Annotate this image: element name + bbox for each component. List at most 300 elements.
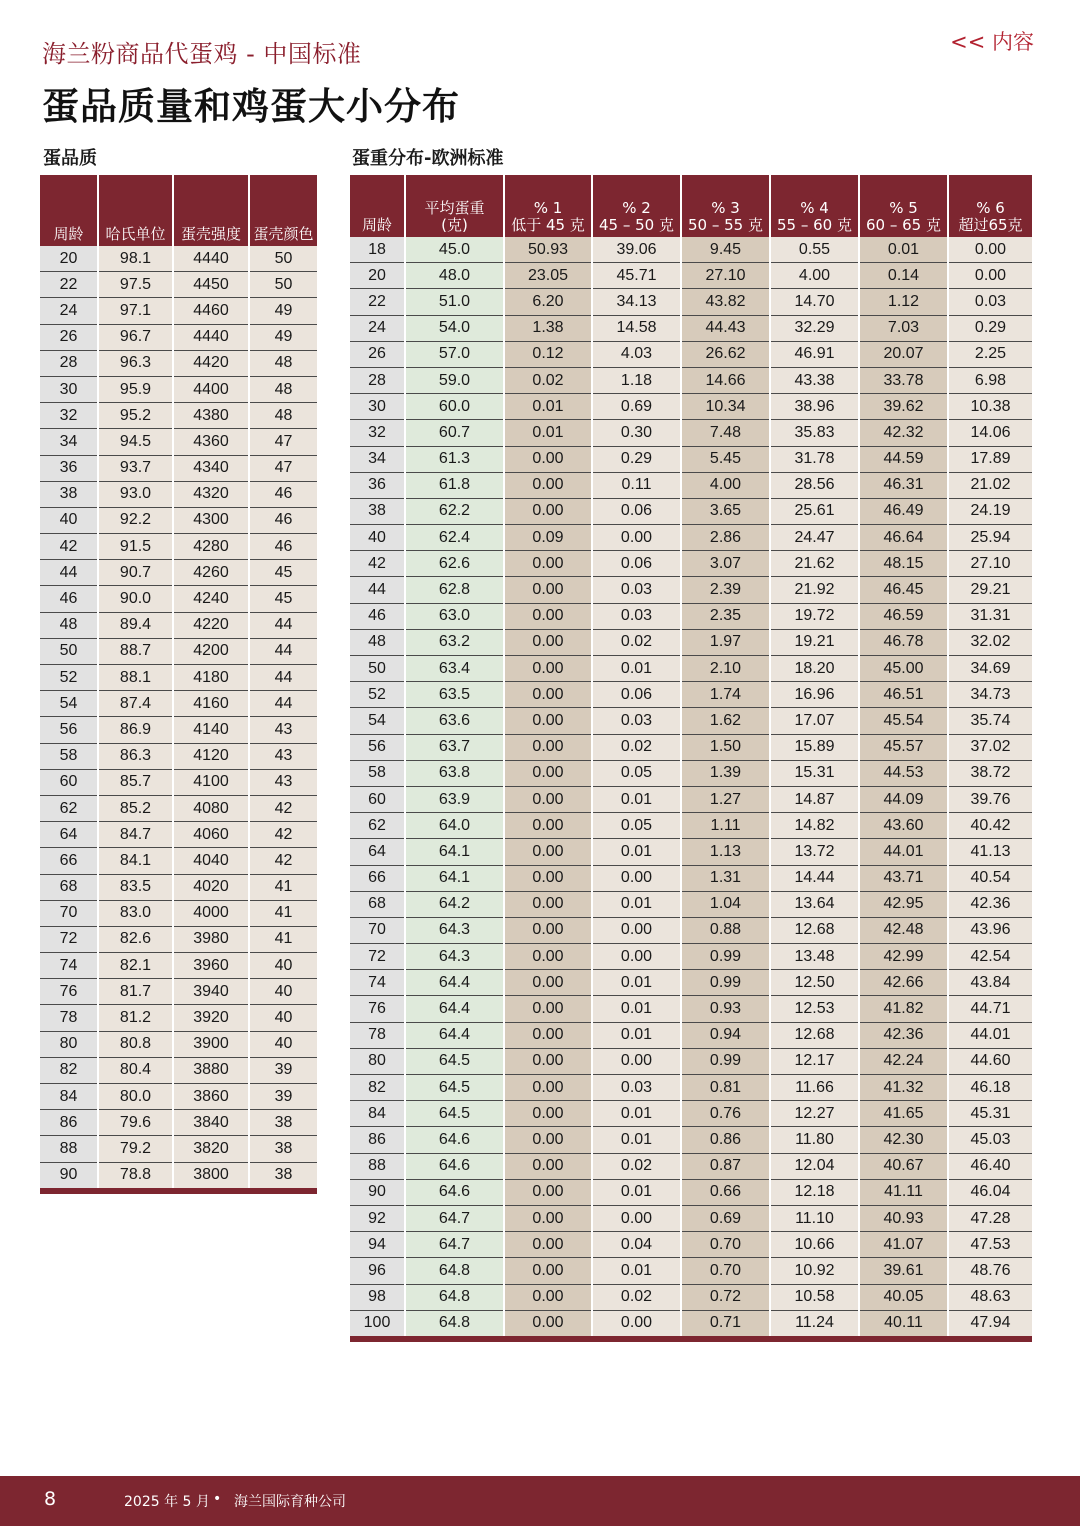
value-cell: 2.86 [681,525,770,551]
value-cell: 7.48 [681,420,770,446]
value-cell: 46.45 [859,577,948,603]
value-cell: 0.87 [681,1153,770,1179]
value-cell: 13.72 [770,839,859,865]
value-cell: 0.29 [592,446,681,472]
column-header-line: 45 – 50 克 [599,216,674,234]
value-cell: 0.03 [948,289,1032,315]
value-cell: 33.78 [859,367,948,393]
value-cell: 46 [249,507,317,533]
value-cell: 96.3 [98,350,173,376]
value-cell: 0.00 [948,263,1032,289]
value-cell: 43.84 [948,970,1032,996]
value-cell: 0.00 [504,1075,592,1101]
age-cell: 68 [350,891,405,917]
value-cell: 63.0 [405,603,504,629]
table-row [40,743,317,769]
value-cell: 10.58 [770,1284,859,1310]
value-cell: 12.18 [770,1179,859,1205]
value-cell: 0.05 [592,813,681,839]
value-cell: 14.70 [770,289,859,315]
value-cell: 0.00 [504,1022,592,1048]
value-cell: 38.72 [948,760,1032,786]
value-cell: 1.13 [681,839,770,865]
value-cell: 0.01 [592,1258,681,1284]
age-cell: 70 [40,900,98,926]
value-cell: 1.62 [681,708,770,734]
table-row [40,1005,317,1031]
value-cell: 4400 [173,376,249,402]
age-cell: 92 [350,1205,405,1231]
value-cell: 64.5 [405,1075,504,1101]
value-cell: 10.38 [948,394,1032,420]
value-cell: 12.68 [770,917,859,943]
value-cell: 44 [249,691,317,717]
column-header [173,175,249,246]
value-cell: 4060 [173,822,249,848]
value-cell: 11.80 [770,1127,859,1153]
age-cell: 24 [350,315,405,341]
value-cell: 43 [249,717,317,743]
value-cell: 0.00 [592,1310,681,1339]
value-cell: 0.00 [504,1153,592,1179]
contents-link[interactable]: << 内容 [950,30,1034,54]
value-cell: 48.76 [948,1258,1032,1284]
age-cell: 20 [40,246,98,272]
value-cell: 12.50 [770,970,859,996]
value-cell: 44.43 [681,315,770,341]
value-cell: 46.40 [948,1153,1032,1179]
value-cell: 41.65 [859,1101,948,1127]
table-row [40,638,317,664]
value-cell: 0.00 [504,1127,592,1153]
value-cell: 81.2 [98,1005,173,1031]
age-cell: 62 [350,813,405,839]
value-cell: 17.07 [770,708,859,734]
age-cell: 30 [40,376,98,402]
value-cell: 46.49 [859,498,948,524]
value-cell: 90.0 [98,586,173,612]
value-cell: 64.1 [405,865,504,891]
value-cell: 10.66 [770,1232,859,1258]
age-cell: 74 [350,970,405,996]
age-cell: 72 [40,926,98,952]
value-cell: 0.55 [770,237,859,263]
value-cell: 0.00 [504,734,592,760]
value-cell: 41 [249,900,317,926]
value-cell: 0.06 [592,551,681,577]
value-cell: 0.00 [504,891,592,917]
value-cell: 42.95 [859,891,948,917]
column-header [770,175,859,237]
value-cell: 21.02 [948,472,1032,498]
value-cell: 0.00 [504,629,592,655]
value-cell: 0.02 [592,734,681,760]
age-cell: 48 [40,612,98,638]
value-cell: 64.2 [405,891,504,917]
value-cell: 80.0 [98,1084,173,1110]
value-cell: 44 [249,665,317,691]
value-cell: 64.4 [405,970,504,996]
value-cell: 4300 [173,507,249,533]
value-cell: 20.07 [859,341,948,367]
value-cell: 0.01 [592,891,681,917]
value-cell: 15.89 [770,734,859,760]
value-cell: 60.7 [405,420,504,446]
age-cell: 98 [350,1284,405,1310]
age-cell: 54 [40,691,98,717]
value-cell: 0.01 [504,420,592,446]
table-row [40,350,317,376]
column-header-line: % 2 [622,199,651,217]
table-row [40,403,317,429]
value-cell: 79.6 [98,1110,173,1136]
value-cell: 54.0 [405,315,504,341]
table-row [350,1022,1032,1048]
table-row [40,429,317,455]
table-row [40,795,317,821]
age-cell: 26 [40,324,98,350]
table-row [350,420,1032,446]
value-cell: 2.39 [681,577,770,603]
value-cell: 42.30 [859,1127,948,1153]
age-cell: 38 [40,481,98,507]
value-cell: 37.02 [948,734,1032,760]
value-cell: 0.94 [681,1022,770,1048]
value-cell: 0.00 [504,917,592,943]
value-cell: 0.01 [592,786,681,812]
value-cell: 0.00 [504,708,592,734]
value-cell: 11.24 [770,1310,859,1339]
age-cell: 78 [350,1022,405,1048]
value-cell: 40 [249,1005,317,1031]
value-cell: 4140 [173,717,249,743]
value-cell: 46 [249,534,317,560]
table-row [350,1048,1032,1074]
table-row [40,376,317,402]
value-cell: 0.00 [592,865,681,891]
value-cell: 40.67 [859,1153,948,1179]
value-cell: 4200 [173,638,249,664]
column-header-line: 蛋壳强度 [180,225,241,243]
age-cell: 50 [40,638,98,664]
value-cell: 63.4 [405,656,504,682]
value-cell: 83.5 [98,874,173,900]
value-cell: 64.6 [405,1127,504,1153]
value-cell: 0.02 [592,1153,681,1179]
age-cell: 84 [40,1084,98,1110]
value-cell: 42 [249,795,317,821]
value-cell: 43.82 [681,289,770,315]
value-cell: 64.3 [405,917,504,943]
value-cell: 85.7 [98,769,173,795]
value-cell: 47 [249,455,317,481]
column-header [405,175,504,237]
value-cell: 4040 [173,848,249,874]
age-cell: 60 [40,769,98,795]
value-cell: 3.07 [681,551,770,577]
value-cell: 4.00 [681,472,770,498]
value-cell: 38 [249,1110,317,1136]
age-cell: 66 [350,865,405,891]
value-cell: 62.6 [405,551,504,577]
value-cell: 85.2 [98,795,173,821]
value-cell: 32.29 [770,315,859,341]
table-row [350,708,1032,734]
column-header-line: 50 – 55 克 [688,216,763,234]
value-cell: 48 [249,403,317,429]
column-header [859,175,948,237]
value-cell: 4420 [173,350,249,376]
value-cell: 0.00 [948,237,1032,263]
value-cell: 0.11 [592,472,681,498]
age-cell: 74 [40,953,98,979]
value-cell: 0.76 [681,1101,770,1127]
value-cell: 44.59 [859,446,948,472]
value-cell: 6.98 [948,367,1032,393]
age-cell: 40 [40,507,98,533]
table-row [350,917,1032,943]
value-cell: 10.92 [770,1258,859,1284]
value-cell: 43 [249,769,317,795]
value-cell: 7.03 [859,315,948,341]
value-cell: 0.05 [592,760,681,786]
value-cell: 46.31 [859,472,948,498]
value-cell: 86.9 [98,717,173,743]
value-cell: 0.01 [592,1179,681,1205]
value-cell: 42.32 [859,420,948,446]
age-cell: 90 [40,1162,98,1191]
age-cell: 96 [350,1258,405,1284]
value-cell: 21.62 [770,551,859,577]
value-cell: 28.56 [770,472,859,498]
value-cell: 0.03 [592,577,681,603]
value-cell: 43 [249,743,317,769]
value-cell: 0.00 [504,865,592,891]
table-row [350,786,1032,812]
value-cell: 63.2 [405,629,504,655]
value-cell: 25.94 [948,525,1032,551]
value-cell: 0.00 [504,996,592,1022]
column-header-line: 周龄 [361,216,392,234]
value-cell: 11.66 [770,1075,859,1101]
value-cell: 24.47 [770,525,859,551]
table-row [350,865,1032,891]
value-cell: 3840 [173,1110,249,1136]
value-cell: 23.05 [504,263,592,289]
value-cell: 96.7 [98,324,173,350]
value-cell: 4240 [173,586,249,612]
value-cell: 39 [249,1057,317,1083]
table-row [40,1136,317,1162]
value-cell: 2.35 [681,603,770,629]
value-cell: 15.31 [770,760,859,786]
company-name: 海兰国际育种公司 [234,1494,346,1510]
value-cell: 47 [249,429,317,455]
value-cell: 18.20 [770,656,859,682]
age-cell: 76 [40,979,98,1005]
value-cell: 40 [249,979,317,1005]
age-cell: 56 [40,717,98,743]
age-cell: 26 [350,341,405,367]
age-cell: 28 [350,367,405,393]
table-row [350,263,1032,289]
value-cell: 19.72 [770,603,859,629]
value-cell: 42.48 [859,917,948,943]
value-cell: 45 [249,586,317,612]
value-cell: 0.00 [504,1179,592,1205]
value-cell: 0.71 [681,1310,770,1339]
value-cell: 64.5 [405,1101,504,1127]
value-cell: 0.00 [504,760,592,786]
value-cell: 0.00 [504,944,592,970]
value-cell: 46.91 [770,341,859,367]
value-cell: 90.7 [98,560,173,586]
age-cell: 100 [350,1310,405,1339]
value-cell: 0.02 [504,367,592,393]
value-cell: 44 [249,612,317,638]
age-cell: 34 [350,446,405,472]
age-cell: 80 [350,1048,405,1074]
age-cell: 70 [350,917,405,943]
value-cell: 0.88 [681,917,770,943]
table-header-row [40,175,317,246]
table-row [350,629,1032,655]
value-cell: 0.81 [681,1075,770,1101]
value-cell: 48 [249,376,317,402]
table-row [350,1284,1032,1310]
value-cell: 0.00 [504,577,592,603]
column-header-line: 60 – 65 克 [866,216,941,234]
value-cell: 0.99 [681,944,770,970]
age-cell: 64 [40,822,98,848]
value-cell: 44.01 [859,839,948,865]
value-cell: 44.71 [948,996,1032,1022]
value-cell: 44.60 [948,1048,1032,1074]
table-row [350,682,1032,708]
value-cell: 12.68 [770,1022,859,1048]
value-cell: 26.62 [681,341,770,367]
table-row [350,1310,1032,1339]
value-cell: 35.74 [948,708,1032,734]
value-cell: 31.78 [770,446,859,472]
value-cell: 3900 [173,1031,249,1057]
age-cell: 48 [350,629,405,655]
page-title: 蛋品质量和鸡蛋大小分布 [42,85,460,128]
value-cell: 64.6 [405,1153,504,1179]
value-cell: 0.12 [504,341,592,367]
column-header-line: % 6 [976,199,1005,217]
value-cell: 0.01 [592,996,681,1022]
value-cell: 93.0 [98,481,173,507]
value-cell: 45.57 [859,734,948,760]
table-row [40,455,317,481]
value-cell: 0.00 [504,1310,592,1339]
value-cell: 95.9 [98,376,173,402]
value-cell: 40.93 [859,1205,948,1231]
value-cell: 4440 [173,246,249,272]
value-cell: 64.3 [405,944,504,970]
value-cell: 6.20 [504,289,592,315]
table-row [350,446,1032,472]
value-cell: 79.2 [98,1136,173,1162]
value-cell: 64.8 [405,1284,504,1310]
value-cell: 0.14 [859,263,948,289]
value-cell: 42.24 [859,1048,948,1074]
table-row [40,953,317,979]
value-cell: 0.66 [681,1179,770,1205]
value-cell: 0.99 [681,1048,770,1074]
value-cell: 48.63 [948,1284,1032,1310]
value-cell: 0.86 [681,1127,770,1153]
column-header [249,175,317,246]
value-cell: 39.61 [859,1258,948,1284]
age-cell: 50 [350,656,405,682]
value-cell: 62.8 [405,577,504,603]
value-cell: 0.00 [504,839,592,865]
value-cell: 45.00 [859,656,948,682]
value-cell: 0.01 [592,1022,681,1048]
value-cell: 39.76 [948,786,1032,812]
value-cell: 0.01 [592,970,681,996]
value-cell: 48 [249,350,317,376]
value-cell: 9.45 [681,237,770,263]
value-cell: 11.10 [770,1205,859,1231]
value-cell: 0.00 [504,498,592,524]
table-row [350,1075,1032,1101]
table-row [350,394,1032,420]
value-cell: 88.7 [98,638,173,664]
column-header-line: % 1 [533,199,563,217]
value-cell: 4020 [173,874,249,900]
age-cell: 68 [40,874,98,900]
age-cell: 30 [350,394,405,420]
value-cell: 2.25 [948,341,1032,367]
value-cell: 0.03 [592,708,681,734]
age-cell: 86 [40,1110,98,1136]
value-cell: 1.38 [504,315,592,341]
value-cell: 38 [249,1162,317,1191]
value-cell: 3920 [173,1005,249,1031]
table-row [40,665,317,691]
value-cell: 0.01 [504,394,592,420]
column-header-line: % 3 [711,199,740,217]
value-cell: 0.01 [592,1101,681,1127]
value-cell: 64.8 [405,1258,504,1284]
value-cell: 35.83 [770,420,859,446]
value-cell: 45 [249,560,317,586]
footer-separator: • [213,1491,222,1507]
value-cell: 38 [249,1136,317,1162]
age-cell: 84 [350,1101,405,1127]
value-cell: 64.0 [405,813,504,839]
value-cell: 4280 [173,534,249,560]
value-cell: 1.27 [681,786,770,812]
column-header-line: 平均蛋重 [424,199,485,217]
value-cell: 97.1 [98,298,173,324]
value-cell: 42.66 [859,970,948,996]
value-cell: 42 [249,848,317,874]
value-cell: 1.18 [592,367,681,393]
table-row [40,507,317,533]
value-cell: 44.01 [948,1022,1032,1048]
value-cell: 41.07 [859,1232,948,1258]
value-cell: 0.00 [592,525,681,551]
column-header [592,175,681,237]
value-cell: 14.82 [770,813,859,839]
value-cell: 43.60 [859,813,948,839]
table-row [350,341,1032,367]
value-cell: 0.70 [681,1232,770,1258]
